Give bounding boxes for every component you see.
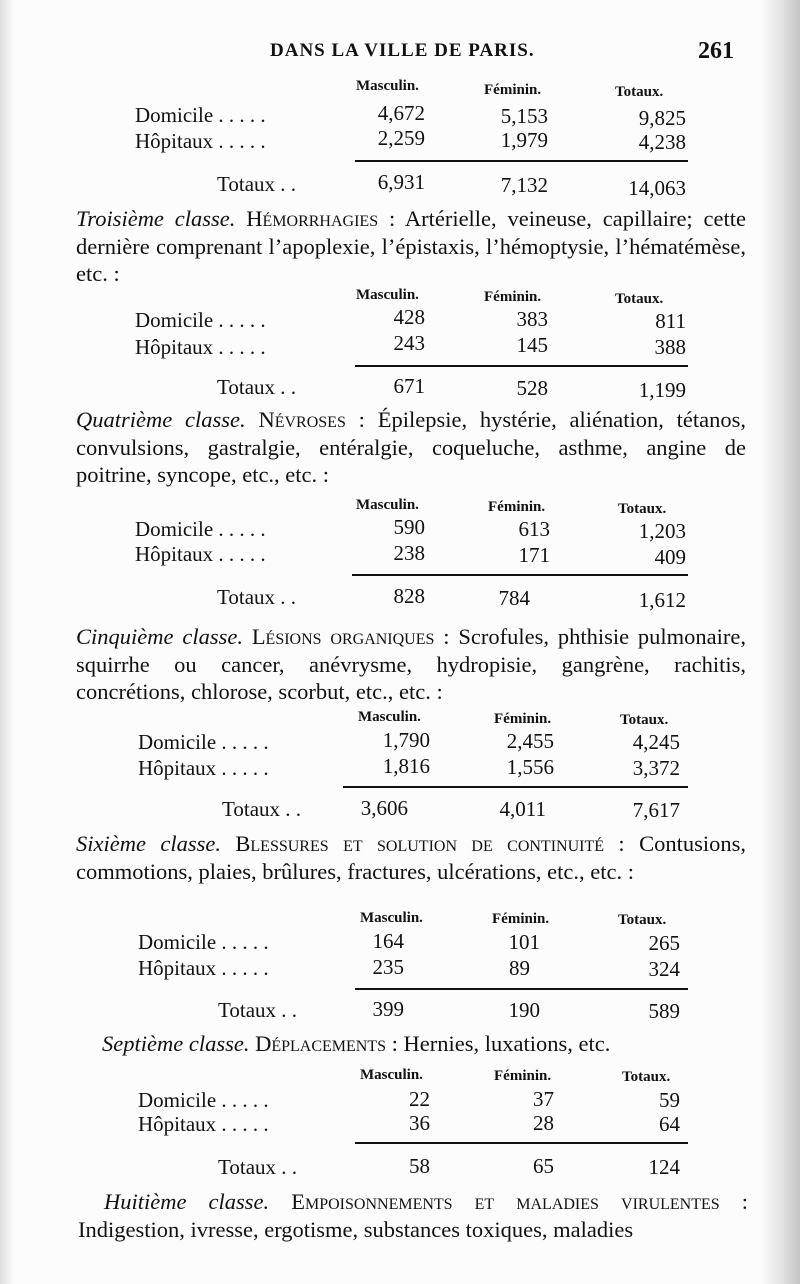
- col-header-masculin: Masculin.: [356, 287, 419, 303]
- cell-hopitaux-totaux: 324: [648, 957, 680, 981]
- total-rule: [343, 786, 688, 788]
- cell-hopitaux-masculin: 1,816: [382, 754, 430, 778]
- row-label-totaux: Totaux . .: [217, 172, 297, 196]
- cell-hopitaux-masculin: 2,259: [377, 126, 425, 150]
- class-name: Sixième classe.: [76, 831, 221, 856]
- cell-domicile-feminin: 2,455: [506, 729, 554, 753]
- running-head: DANS LA VILLE DE PARIS.: [270, 40, 535, 61]
- page-right-edge-shadow: [760, 0, 800, 1284]
- paragraph-troisieme-classe: [76, 205, 746, 288]
- class-title: Déplacements :: [255, 1031, 398, 1056]
- cell-hopitaux-feminin: 1,556: [506, 755, 554, 779]
- cell-totaux-masculin: 671: [393, 374, 425, 398]
- cell-totaux-feminin: 784: [498, 586, 530, 610]
- row-label-hopitaux: Hôpitaux . . . . .: [135, 129, 266, 153]
- cell-domicile-feminin: 5,153: [500, 104, 548, 128]
- col-header-totaux: Totaux.: [618, 912, 667, 928]
- col-header-masculin: Masculin.: [358, 709, 421, 725]
- cell-domicile-totaux: 811: [655, 309, 686, 333]
- class-name: Cinquième classe.: [76, 624, 243, 649]
- page-number: 261: [698, 38, 734, 64]
- row-label-totaux: Totaux . .: [218, 1155, 298, 1179]
- col-header-feminin: Féminin.: [494, 1068, 552, 1084]
- cell-totaux-totaux: 1,612: [638, 588, 686, 612]
- cell-totaux-masculin: 828: [393, 584, 425, 608]
- cell-totaux-masculin: 399: [372, 997, 404, 1021]
- cell-hopitaux-masculin: 235: [372, 955, 404, 979]
- col-header-feminin: Féminin.: [484, 289, 542, 305]
- cell-hopitaux-feminin: 1,979: [500, 128, 548, 152]
- cell-totaux-totaux: 14,063: [628, 176, 686, 200]
- cell-hopitaux-masculin: 36: [409, 1111, 430, 1135]
- row-label-domicile: Domicile . . . . .: [135, 308, 266, 332]
- cell-hopitaux-masculin: 238: [393, 541, 425, 565]
- cell-totaux-masculin: 3,606: [360, 796, 408, 820]
- class-text: Hernies, luxations, etc.: [403, 1031, 611, 1056]
- col-header-totaux: Totaux.: [615, 291, 664, 307]
- row-label-totaux: Totaux . .: [218, 998, 298, 1022]
- cell-domicile-feminin: 613: [518, 517, 550, 541]
- col-header-totaux: Totaux.: [618, 501, 667, 517]
- cell-totaux-feminin: 7,132: [500, 173, 548, 197]
- col-header-totaux: Totaux.: [615, 84, 664, 100]
- total-rule: [355, 365, 688, 367]
- col-header-feminin: Féminin.: [492, 911, 550, 927]
- cell-domicile-totaux: 265: [648, 931, 680, 955]
- total-rule: [355, 160, 688, 162]
- row-label-hopitaux: Hôpitaux . . . . .: [138, 956, 269, 980]
- total-rule: [352, 574, 688, 576]
- class-text: Épilepsie, hystérie, aliénation, tétanos, convulsions, gastralgie, entéralgie, coqueluche, asthme, angine de poitrine, syncope, etc., etc. :: [76, 407, 747, 487]
- cell-totaux-totaux: 124: [648, 1155, 680, 1179]
- row-label-domicile: Domicile . . . . .: [135, 103, 266, 127]
- cell-domicile-masculin: 4,672: [377, 101, 425, 125]
- cell-domicile-totaux: 59: [659, 1088, 680, 1112]
- row-label-domicile: Domicile . . . . .: [138, 930, 269, 954]
- cell-hopitaux-masculin: 243: [393, 331, 425, 355]
- cell-domicile-masculin: 428: [393, 305, 425, 329]
- class-text: Indigestion, ivresse, ergotisme, substances toxiques, maladies: [78, 1216, 634, 1242]
- cell-totaux-masculin: 58: [409, 1154, 430, 1178]
- class-name: Huitième classe.: [104, 1189, 270, 1214]
- col-header-feminin: Féminin.: [494, 711, 552, 727]
- cell-hopitaux-totaux: 409: [654, 545, 686, 569]
- cell-totaux-totaux: 589: [648, 999, 680, 1023]
- class-name: Quatrième classe.: [76, 407, 246, 432]
- cell-hopitaux-feminin: 171: [518, 543, 550, 567]
- col-header-totaux: Totaux.: [622, 1069, 671, 1085]
- row-label-hopitaux: Hôpitaux . . . . .: [138, 756, 269, 780]
- paragraph-septieme-classe: [102, 1030, 746, 1058]
- cell-totaux-feminin: 4,011: [499, 797, 546, 821]
- cell-totaux-masculin: 6,931: [377, 170, 425, 194]
- cell-domicile-feminin: 37: [533, 1087, 554, 1111]
- class-title: Empoisonnements et maladies virulentes :: [291, 1189, 748, 1214]
- row-label-domicile: Domicile . . . . .: [135, 517, 266, 541]
- cell-totaux-feminin: 65: [533, 1154, 554, 1178]
- col-header-feminin: Féminin.: [488, 499, 546, 515]
- class-text: Artérielle, veineuse, capillaire; cette dernière comprenant l’apoplexie, l’épistaxis, l’hémoptysie, l’hématémèse, etc. :: [76, 206, 747, 286]
- cell-hopitaux-totaux: 4,238: [638, 130, 686, 154]
- class-title: Névroses :: [258, 407, 365, 432]
- col-header-feminin: Féminin.: [484, 82, 542, 98]
- class-text: Contusions, commotions, plaies, brûlures, fractures, ulcérations, etc., etc. :: [76, 831, 747, 884]
- cell-totaux-feminin: 528: [516, 376, 548, 400]
- cell-domicile-masculin: 590: [393, 515, 425, 539]
- class-title: Hémorrhagies :: [246, 206, 396, 231]
- row-label-domicile: Domicile . . . . .: [138, 1088, 269, 1112]
- total-rule: [355, 988, 688, 990]
- class-title: Blessures et solution de continuité :: [235, 831, 625, 856]
- cell-domicile-masculin: 22: [409, 1087, 430, 1111]
- class-name: Septième classe.: [102, 1031, 250, 1056]
- cell-domicile-feminin: 101: [508, 930, 540, 954]
- row-label-hopitaux: Hôpitaux . . . . .: [135, 542, 266, 566]
- total-rule: [355, 1142, 688, 1144]
- class-text: Scrofules, phthisie pulmonaire, squirrhe ou cancer, anévrysme, hydropisie, gangrène, rachitis, concrétions, chlorose, scorbut, etc., etc. :: [76, 624, 747, 704]
- cell-totaux-totaux: 1,199: [638, 378, 686, 402]
- row-label-domicile: Domicile . . . . .: [138, 730, 269, 754]
- cell-hopitaux-feminin: 89: [509, 956, 530, 980]
- class-title: Lésions organiques :: [251, 624, 450, 649]
- cell-domicile-masculin: 1,790: [382, 728, 430, 752]
- row-label-hopitaux: Hôpitaux . . . . .: [135, 335, 266, 359]
- col-header-masculin: Masculin.: [360, 910, 423, 926]
- cell-totaux-feminin: 190: [508, 998, 540, 1022]
- col-header-masculin: Masculin.: [356, 78, 419, 94]
- cell-totaux-totaux: 7,617: [632, 798, 680, 822]
- cell-hopitaux-totaux: 3,372: [632, 756, 680, 780]
- cell-hopitaux-totaux: 388: [654, 335, 686, 359]
- row-label-totaux: Totaux . .: [217, 585, 297, 609]
- paragraph-huitieme-classe: [78, 1188, 748, 1243]
- col-header-masculin: Masculin.: [356, 497, 419, 513]
- paragraph-cinquieme-classe: [76, 623, 746, 706]
- paragraph-sixieme-classe: [76, 830, 746, 885]
- cell-domicile-totaux: 9,825: [638, 106, 686, 130]
- class-name: Troisième classe.: [76, 206, 236, 231]
- col-header-totaux: Totaux.: [620, 712, 669, 728]
- cell-domicile-feminin: 383: [516, 307, 548, 331]
- cell-domicile-masculin: 164: [372, 929, 404, 953]
- cell-domicile-totaux: 1,203: [638, 519, 686, 543]
- cell-hopitaux-feminin: 28: [533, 1111, 554, 1135]
- row-label-hopitaux: Hôpitaux . . . . .: [138, 1112, 269, 1136]
- cell-hopitaux-feminin: 145: [516, 333, 548, 357]
- page-left-edge-shadow: [0, 0, 14, 1284]
- row-label-totaux: Totaux . .: [222, 797, 302, 821]
- cell-domicile-totaux: 4,245: [632, 730, 680, 754]
- cell-hopitaux-totaux: 64: [659, 1112, 680, 1136]
- paragraph-quatrieme-classe: [76, 406, 746, 489]
- row-label-totaux: Totaux . .: [217, 375, 297, 399]
- col-header-masculin: Masculin.: [360, 1067, 423, 1083]
